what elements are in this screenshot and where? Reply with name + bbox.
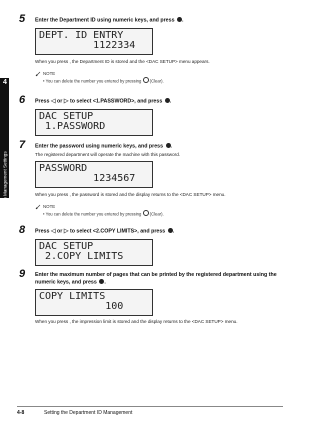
step-number: 9	[19, 268, 26, 280]
ok-button-icon	[165, 98, 170, 103]
step-description: When you press , the Department ID is stored and the <DAC SETUP> menu appears.	[35, 59, 210, 64]
note-text: • You can delete the number you entered by pressing (Clear).	[43, 78, 164, 84]
lcd-line: DAC SETUP	[39, 241, 94, 252]
footer-divider	[17, 406, 283, 407]
step-description: The registered department will operate the machine with this password.	[35, 152, 181, 157]
note-icon	[35, 71, 41, 77]
left-arrow-icon: ◁	[50, 98, 56, 105]
note-label: NOTE	[43, 204, 56, 209]
lcd-line: PASSWORD	[39, 163, 88, 174]
step-description: When you press , the impression limit is stored and the display returns to the <DAC SETUP> menu.	[35, 319, 238, 324]
page-number: 4-8	[17, 410, 25, 416]
lcd-line: COPY LIMITS	[39, 291, 106, 302]
lcd-line: 1122334	[39, 40, 136, 51]
step-text: Press ◁ or ▷ to select <2.COPY LIMITS>, and press .	[35, 228, 175, 235]
footer-title: Setting the Department ID Management	[44, 410, 133, 416]
note-text: • You can delete the number you entered by pressing (Clear).	[43, 211, 164, 217]
lcd-line: 1.PASSWORD	[39, 121, 106, 132]
ok-button-icon	[168, 228, 173, 233]
step-text: Enter the Department ID using numeric keys, and press .	[35, 17, 184, 24]
right-arrow-icon: ▷	[63, 98, 69, 105]
step-text: Press ◁ or ▷ to select <1.PASSWORD>, and press .	[35, 98, 172, 105]
note-icon	[35, 204, 41, 210]
lcd-display	[35, 161, 153, 188]
step-number: 8	[19, 224, 26, 236]
lcd-display	[35, 239, 153, 266]
lcd-line: 1234567	[39, 173, 136, 184]
lcd-display	[35, 28, 153, 55]
right-arrow-icon: ▷	[63, 228, 69, 235]
lcd-display	[35, 109, 153, 136]
step-number: 6	[19, 94, 26, 106]
step-number: 7	[19, 139, 26, 151]
ok-button-icon	[99, 279, 104, 284]
step-text: Enter the password using numeric keys, and press .	[35, 143, 173, 150]
step-text: Enter the maximum number of pages that can be printed by the registered department using the numeric keys, and press .	[35, 272, 277, 286]
ok-button-icon	[177, 17, 182, 22]
clear-key-icon	[143, 210, 149, 216]
step-number: 5	[19, 13, 26, 25]
clear-key-icon	[143, 77, 149, 83]
chapter-number: 4	[3, 79, 7, 86]
lcd-line: 2.COPY LIMITS	[39, 251, 124, 262]
step-description: When you press , the password is stored and the display returns to the <DAC SETUP> menu.	[35, 192, 226, 197]
lcd-line: DAC SETUP	[39, 111, 94, 122]
chapter-title: System Management Settings	[2, 151, 8, 213]
ok-button-icon	[166, 143, 171, 148]
lcd-display	[35, 289, 153, 316]
lcd-line: 100	[39, 301, 124, 312]
lcd-line: DEPT. ID ENTRY	[39, 30, 124, 41]
left-arrow-icon: ◁	[50, 228, 56, 235]
note-label: NOTE	[43, 71, 56, 76]
